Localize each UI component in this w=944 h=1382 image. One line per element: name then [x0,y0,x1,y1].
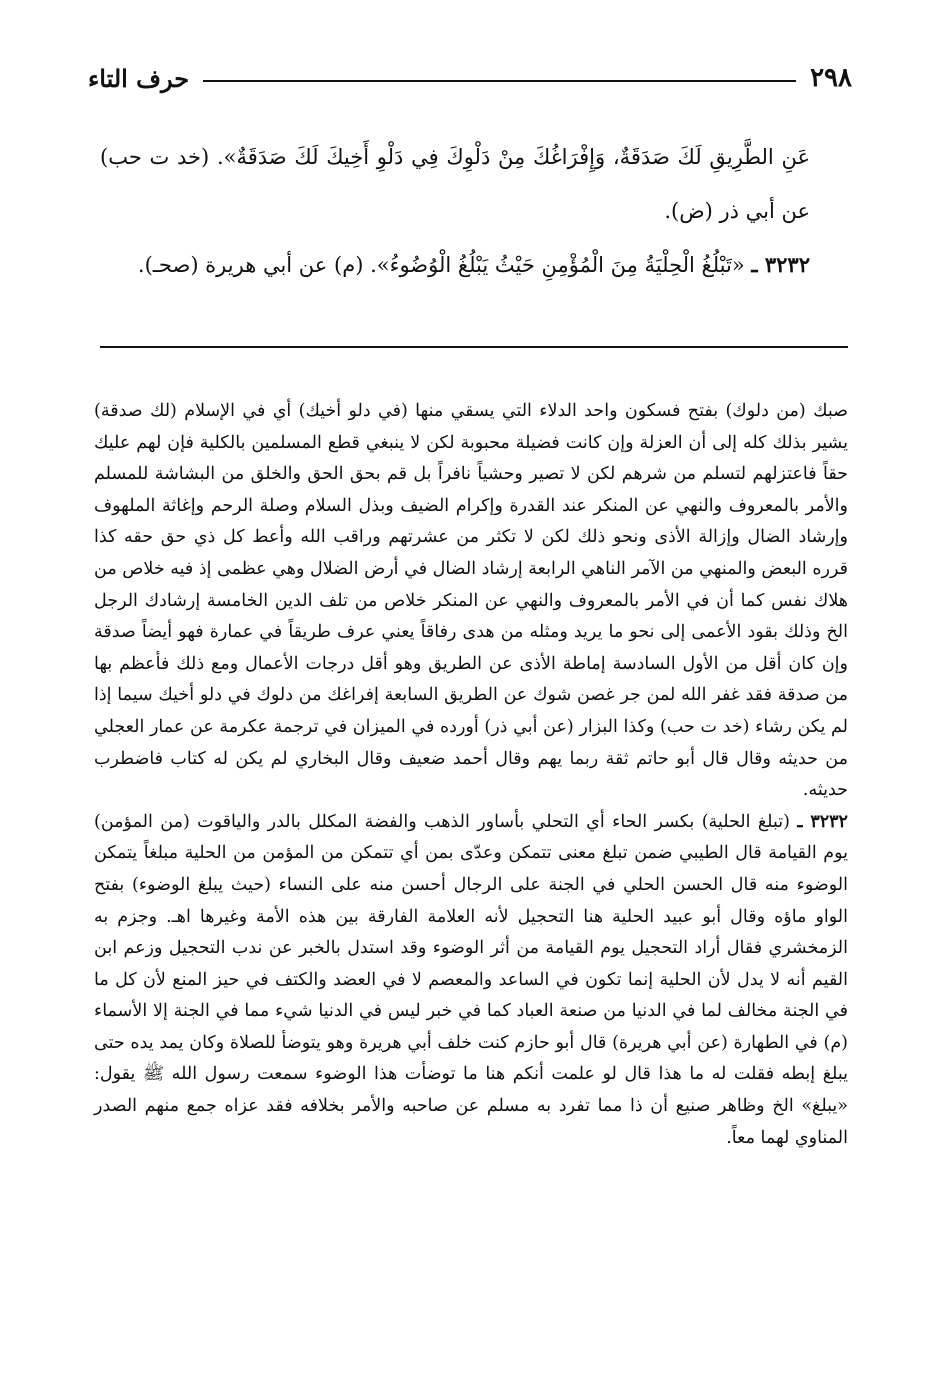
commentary-paragraph-2 [94,807,848,1155]
commentary-paragraph-2-text: (تبلغ الحلية) بكسر الحاء أي التحلي بأساور الذهب والفضة المكلل بالدر والياقوت (من المؤمن) يوم القيامة قال الطيبي ضمن تبلغ معنى تتمكن وعدّى بمن أي تتمكن من المؤمن من الحلية مبلغاً يتمكن الوضوء منه قال الحسن الحلي في الجنة على الرجال أحسن منه على النساء (حيث يبلغ الوضوء) بفتح الواو ماؤه وقال أبو عبيد الحلية هنا التحجيل لأنه العلامة الفارقة بين هذه الأمة وغيرها اهـ. وجزم به الزمخشري فقال أراد التحجيل يوم القيامة من أثر الوضوء وقد استدل بالخبر عن ندب التحجيل وزعم ابن القيم أنه لا يدل لأن الحلية إنما تكون في الساعد والمعصم لا في العضد والكتف في حيز المنع لأن كل ما في الجنة مخالف لما في الدنيا من صنعة العباد كما في خبر ليس في الدنيا شيء مما في الجنة إلا الأسماء (م) في الطهارة (عن أبي هريرة) قال أبو حازم كنت خلف أبي هريرة وهو يتوضأ للصلاة وكان يمد يده حتى يبلغ إبطه فقلت له ما هذا قال لو علمت أنكم هنا ما توضأت هذا الوضوء سمعت رسول الله ﷺ يقول: «يبلغ» الخ وظاهر صنيع أن ذا مما تفرد به مسلم عن صاحبه والأمر بخلافه فقد عزاه جمع منهم الصدر المناوي لهما معاً. [94,811,848,1148]
commentary-section [94,396,848,1154]
hadith-entry-text: «تَبْلُغُ الْحِلْيَةُ مِنَ الْمُؤْمِنِ حَيْثُ يَبْلُغُ الْوُضُوءُ». (م) عن أبي هريرة (صحـ). [137,253,745,277]
section-divider [100,346,848,348]
page-number: ٢٩٨ [810,63,852,93]
commentary-paragraph-1: صبك (من دلوك) بفتح فسكون واحد الدلاء التي يسقي منها (في دلو أخيك) أي في الإسلام (لك صدقة) يشير بذلك كله إلى أن العزلة وإن كانت فضيلة محبوبة لكن لا ينبغي قطع المسلمين بالكلية فإن لهم عليك حقاً فاعتزلهم لتسلم من شرهم لكن لا تصير وحشياً نافراً بل قم بحق الحق والخلق من البشاشة للمسلم والأمر بالمعروف والنهي عن المنكر عند القدرة وإكرام الضيف وبذل السلام وصلة الرحم وإغاثة الملهوف وإرشاد الضال وإزالة الأذى ونحو ذلك لكن لا تكثر من عشرتهم وراقب الله وأعط كل ذي حق حقه كذا قرره البعض والمنهي من الآمر الناهي الرابعة إرشاد الضال في أرض الضلال وهي عظمى إذ فيه خلاص من هلاك نفس كما أن في الأمر بالمعروف والنهي عن المنكر خلاص من تلف الدين الخامسة إرشادك الرجل الخ وذلك بقود الأعمى إلى نحو ما يريد ومثله من هدى رفاقاً يعني عرف طريقاً في عمارة فهو أيضاً صدقة وإن كان أقل من الأول السادسة إماطة الأذى عن الطريق وهو أقل درجات الأعمال ومع ذلك فأعظم بها من صدقة فقد غفر الله لمن جر غصن شوك عن الطريق السابعة إفراغك من دلوك في دلو أخيك سيما إذا لم يكن رشاء (خد ت حب) وكذا البزار (عن أبي ذر) أورده في الميزان في ترجمة عكرمة عن عمار العجلي من حديثه وقال قال أبو حاتم ثقة ربما يهم وقال أحمد ضعيف وقال البخاري لم يكن له كتاب فاضطرب حديثه. [94,401,848,801]
hadith-entry-number: ٣٢٣٢ ـ [751,252,810,277]
page-header [88,58,852,98]
hadith-section [100,130,810,292]
commentary-entry-number: ٣٢٣٢ ـ [797,811,848,832]
chapter-title: حرف التاء [88,63,190,93]
hadith-entry [100,238,810,292]
hadith-continuation: عَنِ الطَّرِيقِ لَكَ صَدَقَةٌ، وَإِفْرَاغُكَ مِنْ دَلْوِكَ فِي دَلْوِ أَخِيكَ لَكَ صَدَقَةٌ». (خد ت حب) عن أبي ذر (ض). [100,145,810,223]
header-rule [203,80,796,82]
